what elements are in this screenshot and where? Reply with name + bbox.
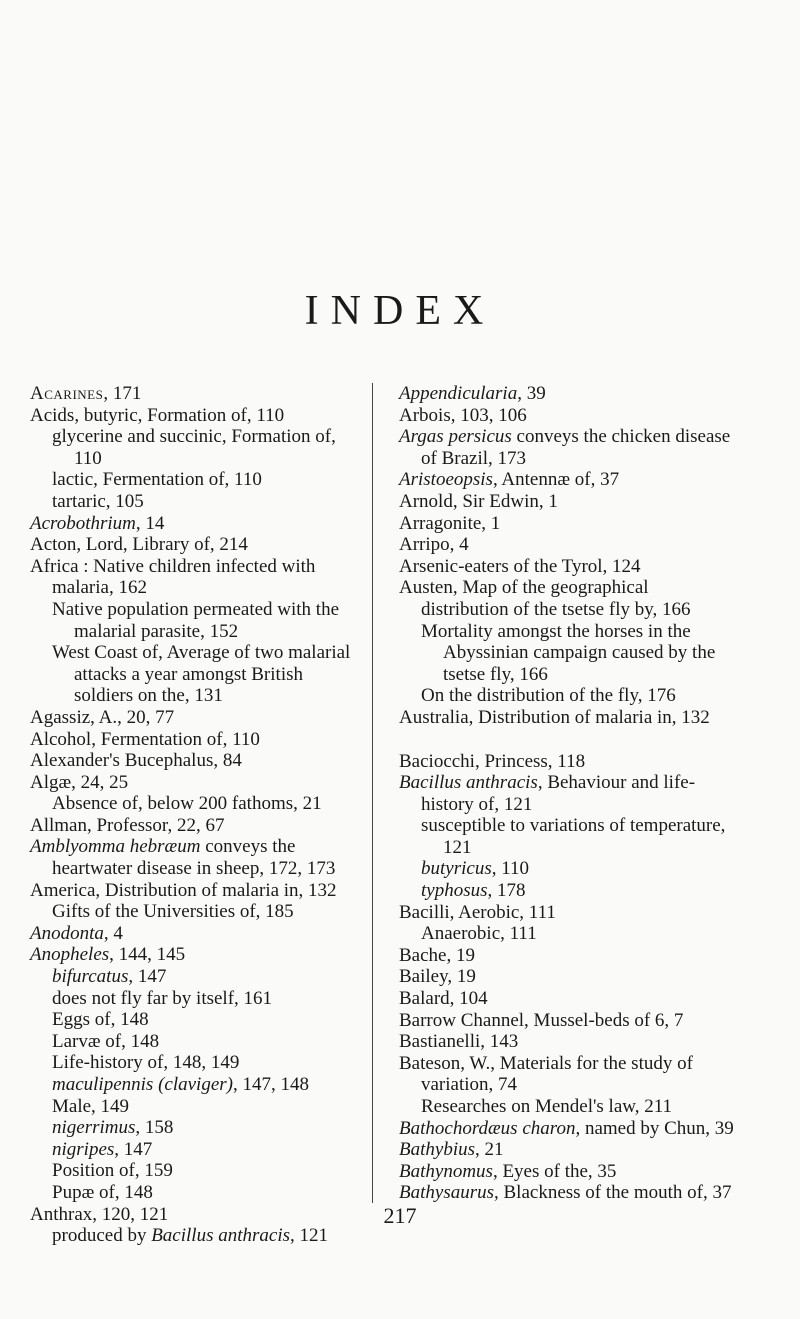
index-entry: Bathochordæus charon, named by Chun, 39 [399, 1117, 734, 1139]
index-entry: Arsenic-eaters of the Tyrol, 124 [399, 555, 641, 577]
index-subentry: Life-history of, 148, 149 [52, 1052, 240, 1074]
index-subentry: maculipennis (claviger), 147, 148 [52, 1074, 309, 1095]
index-entry: Balard, 104 [399, 988, 488, 1010]
index-subentry: nigripes, 147 [52, 1138, 153, 1160]
index-subentry: Male, 149 [52, 1095, 130, 1117]
index-entry: Bache, 19 [399, 944, 475, 966]
index-subentry: Mortality amongst the horses in the Abyssinian campaign caused by the tsetse fly, 166 [421, 620, 716, 685]
index-entry: Anodonta, 4 [30, 922, 123, 944]
index-subentry: nigerrimus, 158 [52, 1117, 174, 1139]
index-entry: Agassiz, A., 20, 77 [30, 706, 175, 728]
index-entry: Australia, Distribution of malaria in, 132 [399, 706, 710, 728]
index-subentry: Larvæ of, 148 [52, 1030, 160, 1052]
index-subentry: West Coast of, Average of two malarial attacks a year amongst British soldiers on the, 131 [52, 642, 351, 707]
index-subentry: produced by Bacillus anthracis, 121 [52, 1225, 329, 1247]
index-entry: America, Distribution of malaria in, 132 [30, 879, 337, 901]
index-entry: Arnold, Sir Edwin, 1 [399, 490, 558, 512]
section-gap [399, 729, 739, 751]
index-entry: Anopheles, 144, 145 [30, 944, 186, 966]
index-entry: Austen, Map of the geographical distribution of the tsetse fly by, 166 [399, 577, 691, 620]
index-entry: Algæ, 24, 25 [30, 771, 129, 793]
index-entry: Argas persicus conveys the chicken disease of Brazil, 173 [399, 426, 731, 469]
index-entry: Aristoeopsis, Antennæ of, 37 [399, 469, 620, 491]
page-title: INDEX [304, 288, 496, 334]
index-entry: Barrow Channel, Mussel-beds of 6, 7 [399, 1009, 684, 1031]
index-subentry: Native population permeated with the malarial parasite, 152 [52, 598, 340, 642]
page-number: 217 [383, 1203, 417, 1228]
index-entry: Alcohol, Fermentation of, 110 [30, 728, 260, 750]
index-subentry: Pupæ of, 148 [52, 1181, 153, 1203]
index-subentry: typhosus, 178 [421, 880, 526, 902]
index-entry: Bailey, 19 [399, 966, 476, 988]
index-entry: Bathysaurus, Blackness of the mouth of, 37 [399, 1182, 732, 1204]
index-entry: Bathynomus, Eyes of the, 35 [399, 1160, 617, 1182]
index-subentry: On the distribution of the fly, 176 [421, 685, 676, 707]
index-subentry: Researches on Mendel's law, 211 [421, 1096, 673, 1117]
index-entry: Bastianelli, 143 [399, 1031, 519, 1053]
index-entry: Acrobothrium, 14 [30, 512, 165, 534]
index-column-left [30, 383, 362, 1247]
index-entry: Arripo, 4 [399, 534, 469, 556]
index-subentry: Absence of, below 200 fathoms, 21 [52, 793, 322, 815]
index-entry: Bacilli, Aerobic, 111 [399, 901, 556, 923]
index-subentry: bifurcatus, 147 [52, 966, 167, 988]
index-entry: Acids, butyric, Formation of, 110 [30, 404, 285, 426]
index-entry: Alexander's Bucephalus, 84 [30, 750, 242, 772]
index-entry: Acton, Lord, Library of, 214 [30, 534, 248, 556]
index-subentry: Anaerobic, 111 [421, 923, 537, 945]
index-entry: Appendicularia, 39 [399, 383, 546, 404]
index-entry: Bathybius, 21 [399, 1139, 504, 1161]
index-entry: Arbois, 103, 106 [399, 404, 527, 426]
index-entry: Bacillus anthracis, Behaviour and life-history of, 121 [399, 772, 696, 815]
index-entry: Arragonite, 1 [399, 512, 501, 534]
index-subentry: susceptible to variations of temperature, 121 [421, 815, 726, 858]
index-column-right [399, 383, 739, 1204]
index-subentry: lactic, Fermentation of, 110 [52, 469, 262, 491]
index-entry: Anthrax, 120, 121 [30, 1203, 169, 1225]
index-entry: Amblyomma hebræum conveys the heartwater disease in sheep, 172, 173 [30, 836, 336, 880]
index-subentry: Eggs of, 148 [52, 1009, 149, 1031]
index-subentry: glycerine and succinic, Formation of, 110 [52, 426, 336, 469]
index-entry: Acarines, 171 [30, 383, 142, 404]
index-subentry: does not fly far by itself, 161 [52, 987, 273, 1009]
column-divider [372, 383, 373, 1203]
index-entry: Allman, Professor, 22, 67 [30, 814, 225, 836]
index-subentry: Gifts of the Universities of, 185 [52, 901, 294, 923]
index-subentry: Position of, 159 [52, 1160, 173, 1182]
index-entry: Africa : Native children infected with malaria, 162 [30, 555, 316, 599]
index-subentry: tartaric, 105 [52, 490, 144, 512]
index-entry: Baciocchi, Princess, 118 [399, 750, 586, 772]
index-entry: Bateson, W., Materials for the study of variation, 74 [399, 1052, 693, 1096]
index-subentry: butyricus, 110 [421, 858, 530, 880]
